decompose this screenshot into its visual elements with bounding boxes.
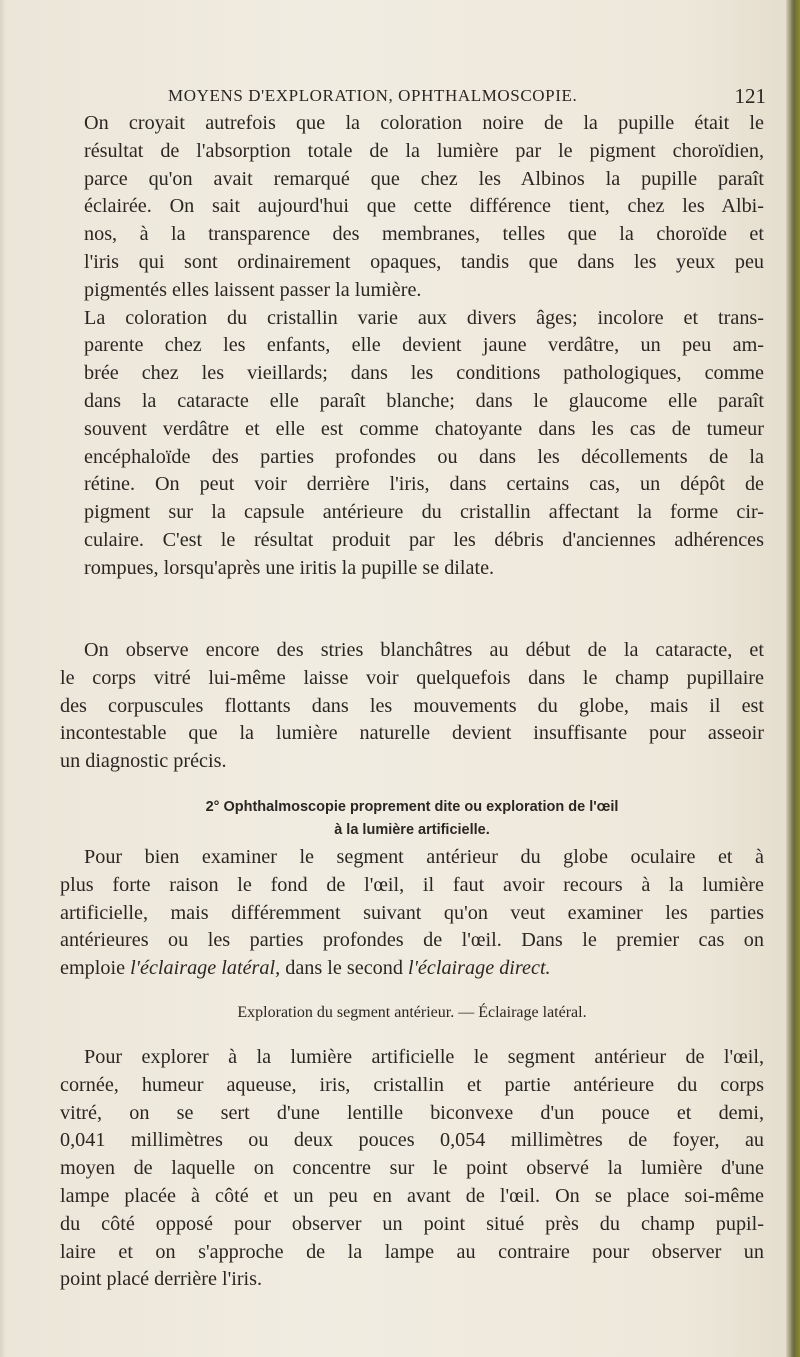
page-left-edge <box>0 0 6 1357</box>
text-line <box>60 955 764 983</box>
text-line: cornée, humeur aqueuse, iris, cristallin et partie antérieure du corps <box>60 1073 764 1096</box>
text-line: le corps vitré lui-même laisse voir quelquefois dans le champ pupillaire <box>60 666 764 689</box>
text-line: souvent verdâtre et elle est comme chatoyante dans les cas de tumeur <box>84 417 764 440</box>
text-line: Pour explorer à la lumière artificielle le segment antérieur de l'œil, <box>84 1046 764 1068</box>
text-line: un diagnostic précis. <box>60 750 227 773</box>
paragraph-pupil-coloration <box>60 110 764 583</box>
text-line: encéphaloïde des parties profondes ou dans les décollements de la <box>84 445 764 468</box>
text-line: moyen de laquelle on concentre sur le point observé la lumière d'une <box>60 1157 764 1180</box>
paragraph-cataract-striae <box>60 637 764 776</box>
text-line: pigment sur la capsule antérieure du cristallin affectant la forme cir- <box>84 501 764 524</box>
text-fragment: emploie <box>60 957 131 980</box>
section-heading-line: 2° Ophthalmoscopie proprement dite ou exploration de l'œil <box>205 799 619 815</box>
text-line: parce qu'on avait remarqué que chez les Albinos la pupille paraît <box>84 167 764 190</box>
text-line: rétine. On peut voir derrière l'iris, dans certains cas, un dépôt de <box>84 473 764 496</box>
page-binding-edge <box>786 0 800 1357</box>
text-line: antérieures ou les parties profondes de l'œil. Dans le premier cas on <box>60 929 764 952</box>
text-line: éclairée. On sait aujourd'hui que cette différence tient, chez les Albi- <box>84 195 764 218</box>
running-head <box>168 86 766 112</box>
section-heading <box>60 796 764 842</box>
text-line: On observe encore des stries blanchâtres au début de la cataracte, et <box>84 639 764 661</box>
text-line: incontestable que la lumière naturelle devient insuffisante pour asseoir <box>60 722 764 745</box>
text-fragment: dans le second <box>280 957 408 980</box>
text-line: pigmentés elles laissent passer la lumière. <box>84 278 422 301</box>
text-line: l'iris qui sont ordinairement opaques, tandis que dans les yeux peu <box>84 250 764 273</box>
section-heading-line: à la lumière artificielle. <box>334 822 490 838</box>
text-line: parente chez les enfants, elle devient jaune verdâtre, un peu am- <box>84 334 764 357</box>
text-line: vitré, on se sert d'une lentille biconvexe d'un pouce et demi, <box>60 1101 764 1124</box>
page-number: 121 <box>734 84 766 108</box>
text-line: 0,041 millimètres ou deux pouces 0,054 millimètres de foyer, au <box>60 1129 764 1152</box>
text-line: nos, à la transparence des membranes, telles que la choroïde et <box>84 223 764 246</box>
text-line: artificielle, mais différemment suivant qu'on veut examiner les parties <box>60 901 764 924</box>
text-line: des corpuscules flottants dans les mouvements du globe, mais il est <box>60 694 764 717</box>
text-line: Pour bien examiner le segment antérieur du globe oculaire et à <box>84 846 764 868</box>
text-line: lampe placée à côté et un peu en avant de l'œil. On se place soi-même <box>60 1184 764 1207</box>
italic-term-direct: l'éclairage direct. <box>408 957 551 980</box>
text-line: laire et on s'approche de la lampe au contraire pour observer un <box>60 1240 764 1263</box>
italic-term-lateral: l'éclairage latéral, <box>130 957 281 980</box>
running-head-title: MOYENS D'EXPLORATION, OPHTHALMOSCOPIE. <box>168 86 578 105</box>
text-line: résultat de l'absorption totale de la lumière par le pigment choroïdien, <box>84 139 764 162</box>
paragraph-artificial-light <box>60 844 764 983</box>
text-line: point placé derrière l'iris. <box>60 1268 263 1291</box>
text-line: rompues, lorsqu'après une iritis la pupille se dilate. <box>84 556 495 579</box>
text-line: culaire. C'est le résultat produit par les débris d'anciennes adhérences <box>84 528 764 551</box>
text-line: du côté opposé pour observer un point situé près du champ pupil- <box>60 1212 764 1235</box>
subsection-heading: Exploration du segment antérieur. — Éclairage latéral. <box>237 1004 587 1021</box>
text-line: brée chez les vieillards; dans les conditions pathologiques, comme <box>84 362 764 385</box>
text-line: On croyait autrefois que la coloration noire de la pupille était le <box>84 112 764 134</box>
text-line: La coloration du cristallin varie aux divers âges; incolore et trans- <box>84 306 764 329</box>
text-line: plus forte raison le fond de l'œil, il faut avoir recours à la lumière <box>60 873 764 896</box>
paragraph-lateral-lighting <box>60 1044 764 1294</box>
text-line: dans la cataracte elle paraît blanche; dans le glaucome elle paraît <box>84 389 764 412</box>
